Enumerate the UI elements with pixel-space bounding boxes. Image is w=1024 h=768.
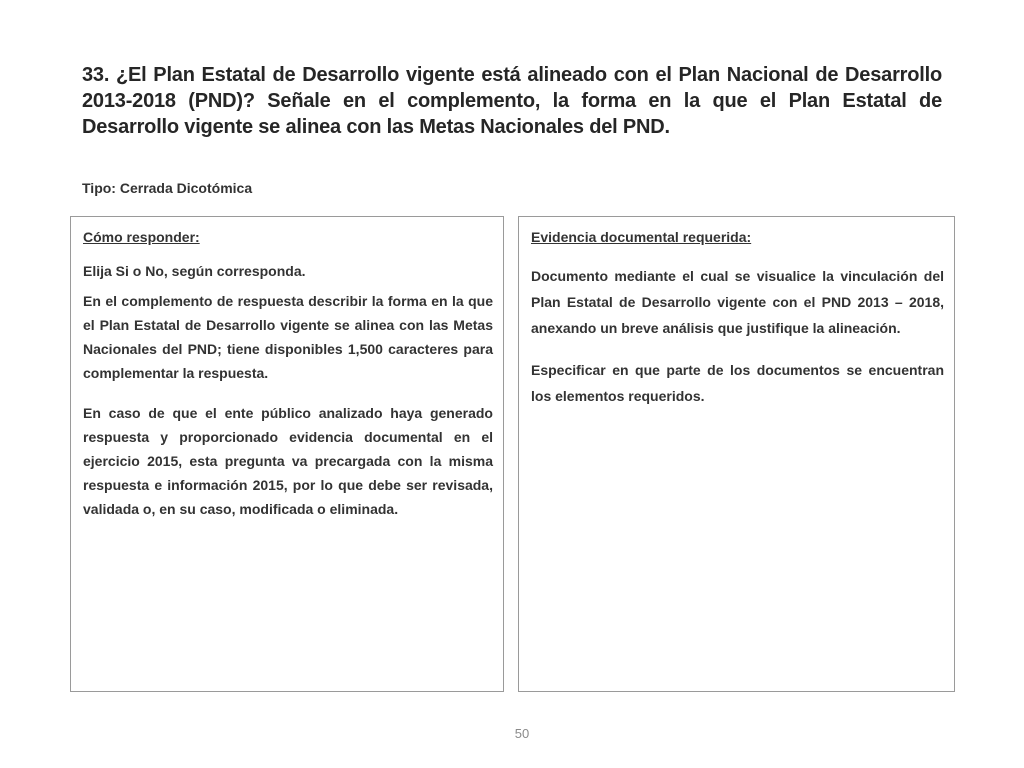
required-evidence-paragraph: Documento mediante el cual se visualice la vinculación del Plan Estatal de Desarrollo vigente con el PND 2013 – 2018, anexando un breve análisis que justifique la alineación.	[531, 268, 944, 336]
required-evidence-panel	[518, 216, 955, 692]
how-to-answer-paragraph: Elija Si o No, según corresponda.	[83, 263, 306, 279]
how-to-answer-paragraph: En el complemento de respuesta describir la forma en la que el Plan Estatal de Desarrollo vigente se alinea con las Metas Nacionales del PND; tiene disponibles 1,500 caracteres para complementar la respuesta.	[83, 293, 493, 381]
required-evidence-paragraph: Especificar en que parte de los documentos se encuentran los elementos requeridos.	[531, 362, 944, 404]
how-to-answer-heading: Cómo responder:	[83, 229, 200, 245]
page-number: 50	[514, 726, 530, 741]
question-title: 33. ¿El Plan Estatal de Desarrollo vigente está alineado con el Plan Nacional de Desarrollo 2013-2018 (PND)? Señale en el complemento, la forma en la que el Plan Estatal de Desarrollo vigente se alinea con las Metas Nacionales del PND.	[82, 64, 942, 138]
required-evidence-heading: Evidencia documental requerida:	[531, 229, 752, 245]
question-type: Tipo: Cerrada Dicotómica	[82, 180, 253, 196]
how-to-answer-paragraph: En caso de que el ente público analizado haya generado respuesta y proporcionado evidencia documental en el ejercicio 2015, esta pregunta va precargada con la misma respuesta e información 2015, por lo que debe ser revisada, validada o, en su caso, modificada o eliminada.	[83, 405, 493, 517]
how-to-answer-panel	[70, 216, 504, 692]
